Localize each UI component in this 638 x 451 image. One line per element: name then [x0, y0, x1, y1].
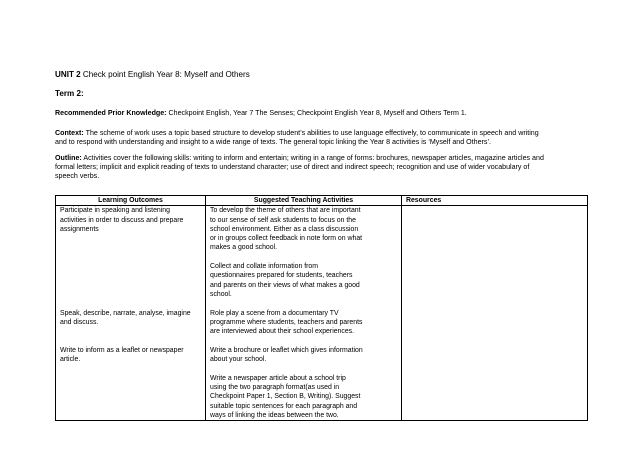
- activities-cell: [206, 206, 402, 309]
- activity-line: about your school.: [210, 356, 267, 364]
- outcome-line: Write to inform as a leaflet or newspaper: [60, 346, 184, 354]
- term-heading: [55, 89, 585, 99]
- outcome-line: activities in order to discuss and prepare: [60, 216, 184, 224]
- table-row: [56, 309, 588, 346]
- outcome-line: assignments: [60, 225, 99, 233]
- outline-line-2: [55, 163, 585, 172]
- outcome-line: article.: [60, 356, 81, 364]
- outline-text-2: formal letters; implicit and explicit reading of texts to understand character; use of direct and indirect speech; recognition and use of wider vocabulary of: [55, 163, 530, 171]
- activity-line: to our sense of self ask students to focus on the: [210, 216, 356, 224]
- activity-spacer: [210, 336, 397, 345]
- outcome-line: Participate in speaking and listening: [60, 207, 170, 215]
- outcome-line: and discuss.: [60, 318, 99, 326]
- activity-line: Checkpoint Paper 1, Section B, Writing). Suggest: [210, 393, 361, 401]
- outcome-cell: [56, 346, 206, 421]
- scheme-of-work-table: [55, 195, 588, 421]
- activity-line: Collect and collate information from: [210, 263, 319, 271]
- context-line-1: [55, 129, 585, 138]
- outline-text-3: speech verbs.: [55, 172, 100, 180]
- outcome-line: Speak, describe, narrate, analyse, imagine: [60, 309, 191, 317]
- activity-line: school.: [210, 290, 232, 298]
- outcome-cell: [56, 309, 206, 346]
- activity-line: or in groups collect feedback in note form on what: [210, 235, 363, 243]
- activity-line: questionnaires prepared for students, teachers: [210, 272, 353, 280]
- unit-heading: [55, 70, 585, 80]
- prior-knowledge-label: Recommended Prior Knowledge:: [55, 109, 167, 117]
- activities-cell: [206, 309, 402, 346]
- activities-cell: [206, 346, 402, 421]
- activity-line: To develop the theme of others that are important: [210, 207, 361, 215]
- outline-text-1: Activities cover the following skills: writing to inform and entertain; writing in a range of forms: brochures, newspaper articles, magazine articles and: [81, 154, 544, 162]
- activity-line: makes a good school.: [210, 244, 278, 252]
- header-resources: Resources: [402, 196, 588, 206]
- unit-title: Check point English Year 8: Myself and Others: [80, 70, 250, 79]
- activity-line: Role play a scene from a documentary TV: [210, 309, 339, 317]
- activity-line: are interviewed about their school experiences.: [210, 328, 355, 336]
- resources-cell: [402, 346, 588, 421]
- resources-cell: [402, 206, 588, 309]
- outline-line-1: [55, 154, 585, 163]
- activity-line: Write a newspaper article about a school trip: [210, 374, 346, 382]
- unit-label: UNIT 2: [55, 70, 81, 79]
- activity-spacer: [210, 364, 397, 373]
- activity-line: school environment. Either as a class discussion: [210, 225, 359, 233]
- activity-line: suitable topic sentences for each paragraph and: [210, 402, 358, 410]
- context-line-2: [55, 138, 585, 147]
- prior-knowledge-text: Checkpoint English, Year 7 The Senses; Checkpoint English Year 8, Myself and Others Term 1.: [166, 109, 467, 117]
- header-learning-outcomes: Learning Outcomes: [56, 196, 206, 206]
- activity-line: Write a brochure or leaflet which gives information: [210, 346, 363, 354]
- activity-spacer: [210, 299, 397, 308]
- table-row: [56, 346, 588, 421]
- outcome-cell: [56, 206, 206, 309]
- outline-line-3: [55, 172, 585, 181]
- activity-spacer: [210, 253, 397, 262]
- activity-line: and parents on their views of what makes a good: [210, 281, 360, 289]
- activity-line: programme where students, teachers and parents: [210, 318, 363, 326]
- term-label: Term 2:: [55, 89, 84, 98]
- activity-line: ways of linking the ideas between the two.: [210, 411, 339, 419]
- context-label: Context:: [55, 129, 84, 137]
- table-header-row: [56, 196, 588, 206]
- outline-label: Outline:: [55, 154, 82, 162]
- activity-line: using the two paragraph format(as used in: [210, 383, 340, 391]
- header-teaching-activities: Suggested Teaching Activities: [206, 196, 402, 206]
- table-row: [56, 206, 588, 309]
- prior-knowledge: [55, 109, 585, 118]
- context-text-1: The scheme of work uses a topic based structure to develop student’s abilities to use language effectively, to communicate in speech and writing: [83, 129, 539, 137]
- resources-cell: [402, 309, 588, 346]
- context-text-2: and to respond with understanding and insight to a wide range of texts. The general topic linking the Year 8 activities is ‘Myself and Others’.: [55, 138, 491, 146]
